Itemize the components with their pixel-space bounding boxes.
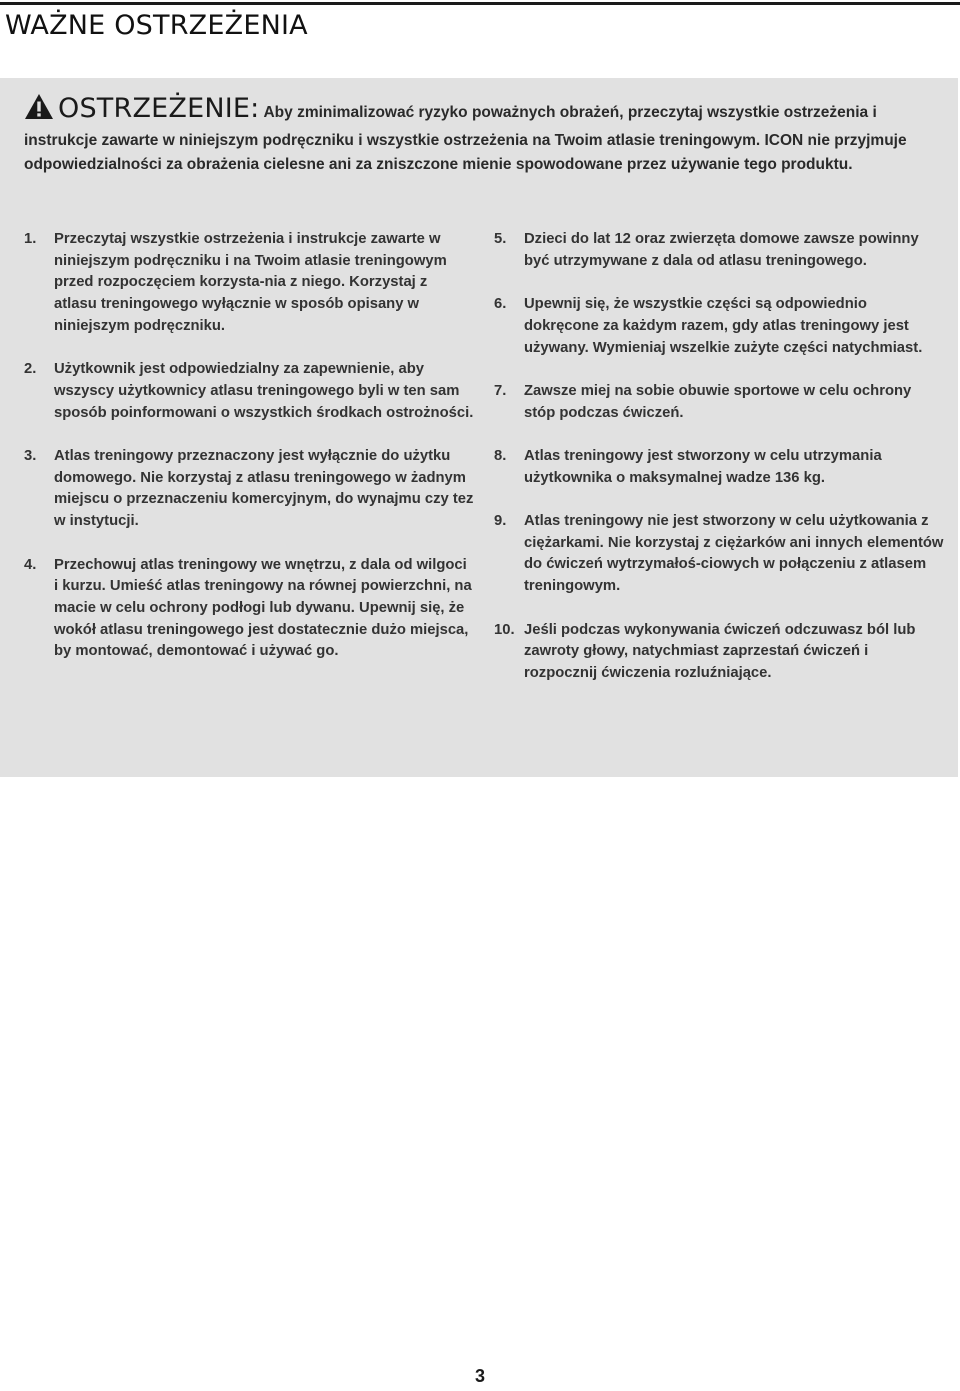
item-number: 6. [494, 296, 507, 313]
list-item [494, 294, 944, 359]
page-title: WAŻNE OSTRZEŻENIA [5, 10, 308, 41]
warning-label: OSTRZEŻENIE: [58, 93, 260, 124]
warning-text: Aby zminimalizować ryzyko poważnych obrażeń, przeczytaj wszystkie ostrzeżenia i instrukcje zawarte w niniejszym podręczniku i wszystkie ostrzeżenia na Twoim atlasie treningowym. ICON nie przyjmuje odpowiedzialności za obrażenia cielesne ani za zniszczone mienie spowodowane przez używanie tego produktu. [24, 104, 907, 173]
page-number: 3 [474, 1366, 485, 1386]
warnings-list-right [494, 229, 944, 706]
item-number: 4. [24, 556, 37, 573]
item-text: Przechowuj atlas treningowy we wnętrzu, z dala od wilgoci i kurzu. Umieść atlas treningowy na równej powierzchni, na macie w celu ochrony podłogi lub dywanu. Upewnij się, że wokół atlasu treningowego jest dostatecznie dużo miejsca, by montować, demontować i używać go. [54, 556, 472, 660]
top-rule [0, 2, 960, 5]
list-item [494, 381, 944, 424]
item-number: 9. [494, 513, 507, 530]
item-text: Dzieci do lat 12 oraz zwierzęta domowe zawsze powinny być utrzymywane z dala od atlasu treningowego. [524, 231, 919, 269]
item-text: Atlas treningowy jest stworzony w celu utrzymania użytkownika o maksymalnej wadze 136 kg. [524, 447, 882, 486]
list-item [494, 620, 944, 685]
warnings-list-left [24, 229, 474, 685]
list-item [24, 229, 474, 338]
item-number: 5. [494, 231, 507, 247]
item-text: Użytkownik jest odpowiedzialny za zapewnienie, aby wszyscy użytkownicy atlasu treningowego byli w ten sam sposób poinformowani o wszystkich środkach ostrożności. [54, 361, 474, 421]
item-text: Jeśli podczas wykonywania ćwiczeń odczuwasz ból lub zawroty głowy, natychmiast zaprzestań ćwiczeń i rozpocznij ćwiczenia rozluźniające. [524, 621, 916, 681]
list-item [494, 511, 944, 598]
list-item [24, 359, 474, 424]
item-text: Atlas treningowy przeznaczony jest wyłącznie do użytku domowego. Nie korzystaj z atlasu treningowego w żadnym miejscu o przeznaczeniu komercyjnym, do wynajmu czy tez w instytucji. [54, 448, 474, 530]
item-number: 7. [494, 382, 507, 399]
item-text: Atlas treningowy nie jest stworzony w celu użytkowania z ciężarkami. Nie korzystaj z ciężarków ani innych elementów do ćwiczeń wytrzymałoś-ciowych w połączeniu z atlasem treningowym. [524, 513, 944, 595]
list-item [24, 555, 474, 664]
item-number: 8. [494, 447, 507, 464]
item-text: Zawsze miej na sobie obuwie sportowe w celu ochrony stóp podczas ćwiczeń. [524, 382, 912, 421]
item-text: Upewnij się, że wszystkie części są odpowiednio dokręcone za każdym razem, gdy atlas treningowy jest używany. Wymieniaj wszelkie zużyte części natychmiast. [524, 296, 923, 356]
warning-intro [24, 93, 934, 178]
item-number: 1. [24, 231, 37, 247]
warning-triangle-icon [24, 93, 54, 129]
item-text: Przeczytaj wszystkie ostrzeżenia i instrukcje zawarte w niniejszym podręczniku i na Twoim atlasie treningowym przed rozpoczęciem korzysta-nia z niego. Korzystaj z atlasu treningowego wyłącznie w sposób opisany w niniejszym podręczniku. [54, 231, 447, 334]
item-number: 2. [24, 361, 37, 378]
item-number: 3. [24, 448, 37, 464]
list-item [24, 446, 474, 533]
item-number: 10. [494, 621, 515, 638]
list-item [494, 446, 944, 489]
list-item [494, 229, 944, 272]
